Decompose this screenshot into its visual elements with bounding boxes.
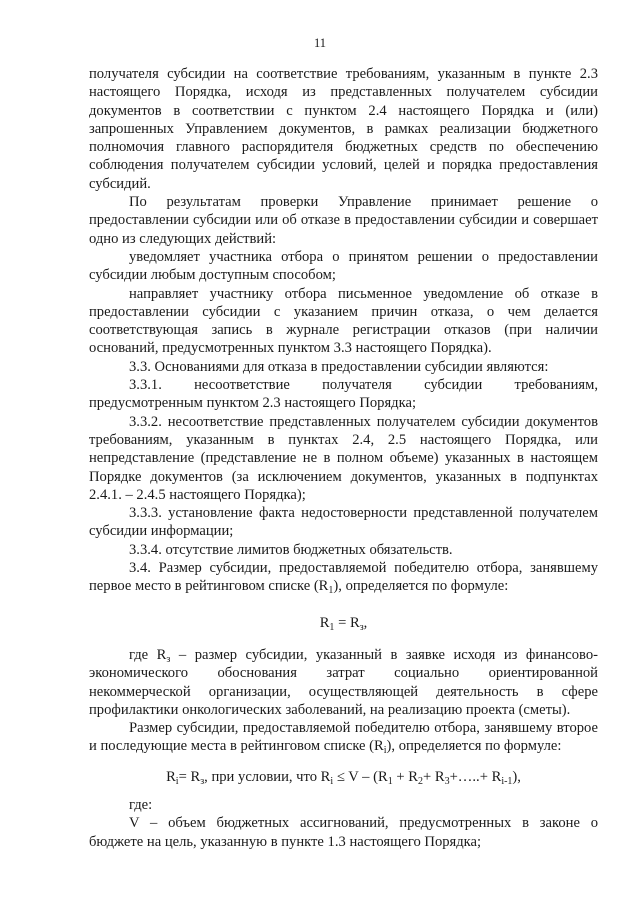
- formula-text: ≤ V – (R: [333, 768, 388, 785]
- subscript: з: [166, 653, 171, 665]
- paragraph: [89, 559, 598, 596]
- paragraph: V – объем бюджетных ассигнований, предусмотренных в законе о бюджете на цель, указанную в пункте 1.3 настоящего Порядка;: [89, 815, 598, 850]
- document-body: [89, 65, 598, 851]
- formula-text: R: [166, 768, 176, 785]
- text-run: – размер субсидии, указанный в заявке исходя из финансово-экономического обоснования затрат социально ориентированной некоммерческой организации, осуществляющей деятельность в сфере профилактики онкологических заболеваний, на реализацию проекта (сметы).: [89, 646, 599, 718]
- text-run: Размер субсидии, предоставляемой победителю отбора, занявшему второе и последующие места в рейтинговом списке (R: [89, 720, 598, 755]
- paragraph: [89, 646, 598, 719]
- formula-text: = R: [178, 768, 201, 785]
- section-heading: 3.3. Основаниями для отказа в предоставлении субсидии являются:: [129, 358, 549, 375]
- subscript: i: [383, 745, 387, 757]
- paragraph: 3.3.1. несоответствие получателя субсидии требованиям, предусмотренным пунктом 2.3 настоящего Порядка;: [89, 377, 598, 412]
- subscript: 1: [328, 585, 334, 597]
- subscript: i-1: [501, 775, 513, 787]
- formula-r1: [89, 614, 598, 632]
- paragraph: 3.3.2. несоответствие представленных получателем субсидии документов требованиям, указанным в пунктах 2.4, 2.5 настоящего Порядка, или непредставление (представление не в полном объеме) указанных в настоящем Порядке документов (за исключением документов, указанных в подпунктах 2.4.1. – 2.4.5 настоящего Порядка);: [89, 413, 598, 503]
- subscript: 1: [387, 775, 393, 787]
- paragraph: 3.3.3. установление факта недостоверности представленной получателем субсидии информации;: [89, 505, 598, 540]
- subscript: з: [359, 621, 364, 633]
- formula-text: R: [319, 614, 330, 631]
- paragraph: где:: [129, 796, 153, 813]
- page-number: 11: [313, 36, 327, 50]
- paragraph: получателя субсидии на соответствие требованиям, указанным в пункте 2.3 настоящего Порядка, исходя из представленных получателем субсидии документов в соответствии с пунктом 2.4 настоящего Порядка и (или) запрошенных Управлением документов, в рамках реализации бюджетного полномочия главного распорядителя бюджетных средств по обеспечению соблюдения получателем субсидии условий, целей и порядка предоставления субсидий.: [89, 66, 598, 192]
- paragraph: По результатам проверки Управление принимает решение о предоставлении субсидии или об отказе в предоставлении субсидии и совершает одно из следующих действий:: [89, 194, 598, 247]
- text-run: ), определяется по формуле:: [386, 738, 562, 755]
- paragraph: уведомляет участника отбора о принятом решении о предоставлении субсидии любым доступным способом;: [89, 248, 598, 284]
- subscript: i: [175, 775, 179, 787]
- paragraph: 3.3.4. отсутствие лимитов бюджетных обязательств.: [129, 541, 453, 558]
- formula-text: ),: [512, 768, 521, 785]
- paragraph: направляет участнику отбора письменное уведомление об отказе в предоставлении субсидии с указанием причин отказа, о чем делается соответствующая запись в журнале регистрации отказов (при наличии оснований, предусмотренных пунктом 3.3 настоящего Порядка).: [89, 285, 598, 357]
- formula-ri: [89, 768, 598, 786]
- subscript: 2: [417, 775, 423, 787]
- subscript: 3: [444, 775, 450, 787]
- subscript: 1: [329, 621, 335, 633]
- paragraph: [89, 719, 598, 756]
- text-run: где R: [129, 646, 167, 663]
- text-run: ), определяется по формуле:: [333, 578, 509, 595]
- formula-text: + R: [392, 768, 418, 785]
- subscript: з: [200, 775, 205, 787]
- subscript: i: [330, 775, 334, 787]
- formula-text: = R: [334, 614, 360, 631]
- formula-text: +…..+ R: [449, 768, 502, 785]
- formula-text: , при условии, что R: [204, 768, 331, 785]
- text-run: 3.4. Размер субсидии, предоставляемой победителю отбора, занявшему первое место в рейтинговом списке (R: [89, 560, 598, 595]
- formula-text: ,: [363, 614, 368, 631]
- formula-text: + R: [422, 768, 445, 785]
